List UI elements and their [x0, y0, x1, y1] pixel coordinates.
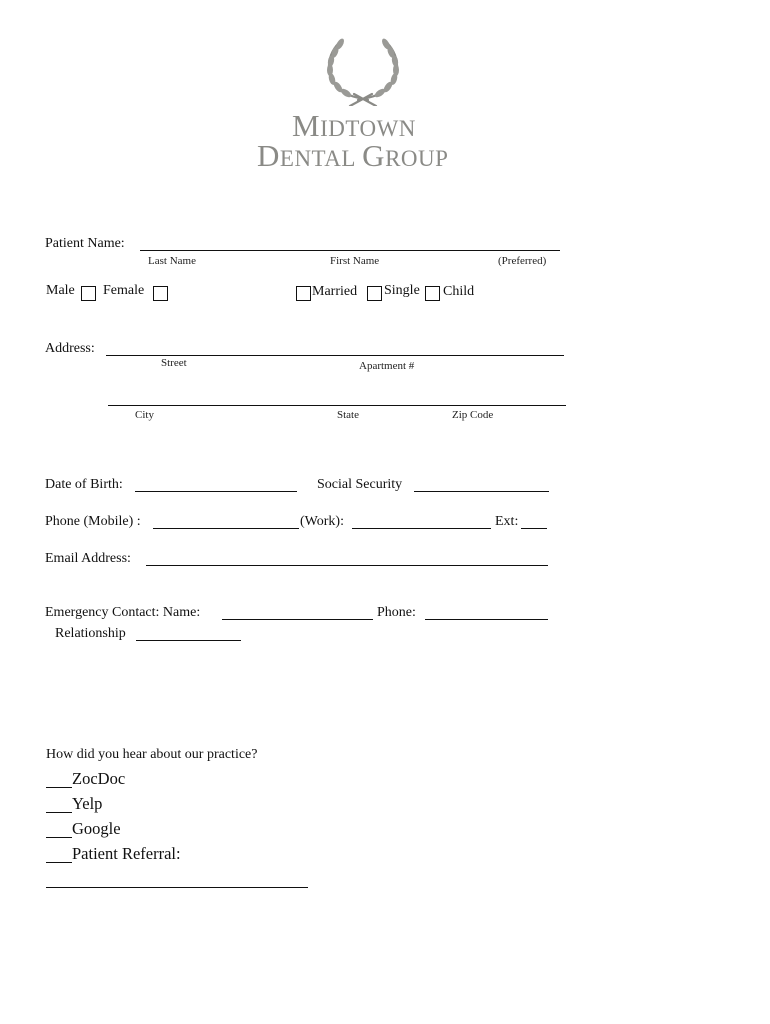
child-checkbox[interactable]	[425, 286, 440, 301]
zocdoc-blank[interactable]	[46, 787, 72, 788]
logo-line-1: MIDTOWN	[292, 108, 416, 143]
relationship-label: Relationship	[55, 626, 126, 641]
referral-option-google: Google	[72, 819, 121, 838]
single-checkbox[interactable]	[367, 286, 382, 301]
female-label: Female	[103, 283, 145, 298]
relationship-field[interactable]	[136, 640, 241, 641]
phone-work-label: (Work):	[300, 514, 344, 529]
street-address-field[interactable]	[106, 355, 564, 356]
address-label: Address:	[45, 341, 95, 356]
referral-option-yelp: Yelp	[72, 794, 103, 813]
referral-question: How did you hear about our practice?	[46, 747, 258, 762]
married-checkbox[interactable]	[296, 286, 311, 301]
patient-name-label: Patient Name:	[45, 236, 125, 251]
google-blank[interactable]	[46, 837, 72, 838]
laurel-wreath-icon	[318, 34, 408, 106]
first-name-caption: First Name	[330, 255, 380, 267]
patient-referral-name-field[interactable]	[46, 887, 308, 888]
street-caption: Street	[161, 357, 187, 369]
date-of-birth-label: Date of Birth:	[45, 477, 123, 492]
referral-option-zocdoc: ZocDoc	[72, 769, 126, 788]
social-security-label: Social Security	[317, 477, 403, 492]
date-of-birth-field[interactable]	[135, 491, 297, 492]
emergency-contact-phone-label: Phone:	[377, 605, 416, 620]
social-security-field[interactable]	[414, 491, 549, 492]
phone-mobile-field[interactable]	[153, 528, 299, 529]
city-caption: City	[135, 409, 154, 421]
apartment-caption: Apartment #	[359, 360, 415, 372]
yelp-blank[interactable]	[46, 812, 72, 813]
extension-label: Ext:	[495, 514, 519, 529]
patient-referral-blank[interactable]	[46, 862, 72, 863]
child-label: Child	[443, 284, 475, 299]
zip-code-caption: Zip Code	[452, 409, 494, 421]
male-checkbox[interactable]	[81, 286, 96, 301]
email-address-field[interactable]	[146, 565, 548, 566]
male-label: Male	[46, 283, 75, 298]
emergency-contact-name-field[interactable]	[222, 619, 373, 620]
patient-name-field[interactable]	[140, 250, 560, 251]
extension-field[interactable]	[521, 528, 547, 529]
single-label: Single	[384, 283, 420, 298]
emergency-contact-phone-field[interactable]	[425, 619, 548, 620]
logo-line-2: DENTAL GROUP	[257, 138, 449, 173]
phone-mobile-label: Phone (Mobile) :	[45, 514, 141, 529]
state-caption: State	[337, 409, 359, 421]
married-label: Married	[312, 284, 358, 299]
preferred-caption: (Preferred)	[498, 255, 547, 267]
phone-work-field[interactable]	[352, 528, 491, 529]
email-address-label: Email Address:	[45, 551, 131, 566]
referral-option-patient-referral: Patient Referral:	[72, 844, 181, 863]
city-state-zip-field[interactable]	[108, 405, 566, 406]
emergency-contact-name-label: Emergency Contact: Name:	[45, 605, 201, 620]
last-name-caption: Last Name	[148, 255, 196, 267]
female-checkbox[interactable]	[153, 286, 168, 301]
